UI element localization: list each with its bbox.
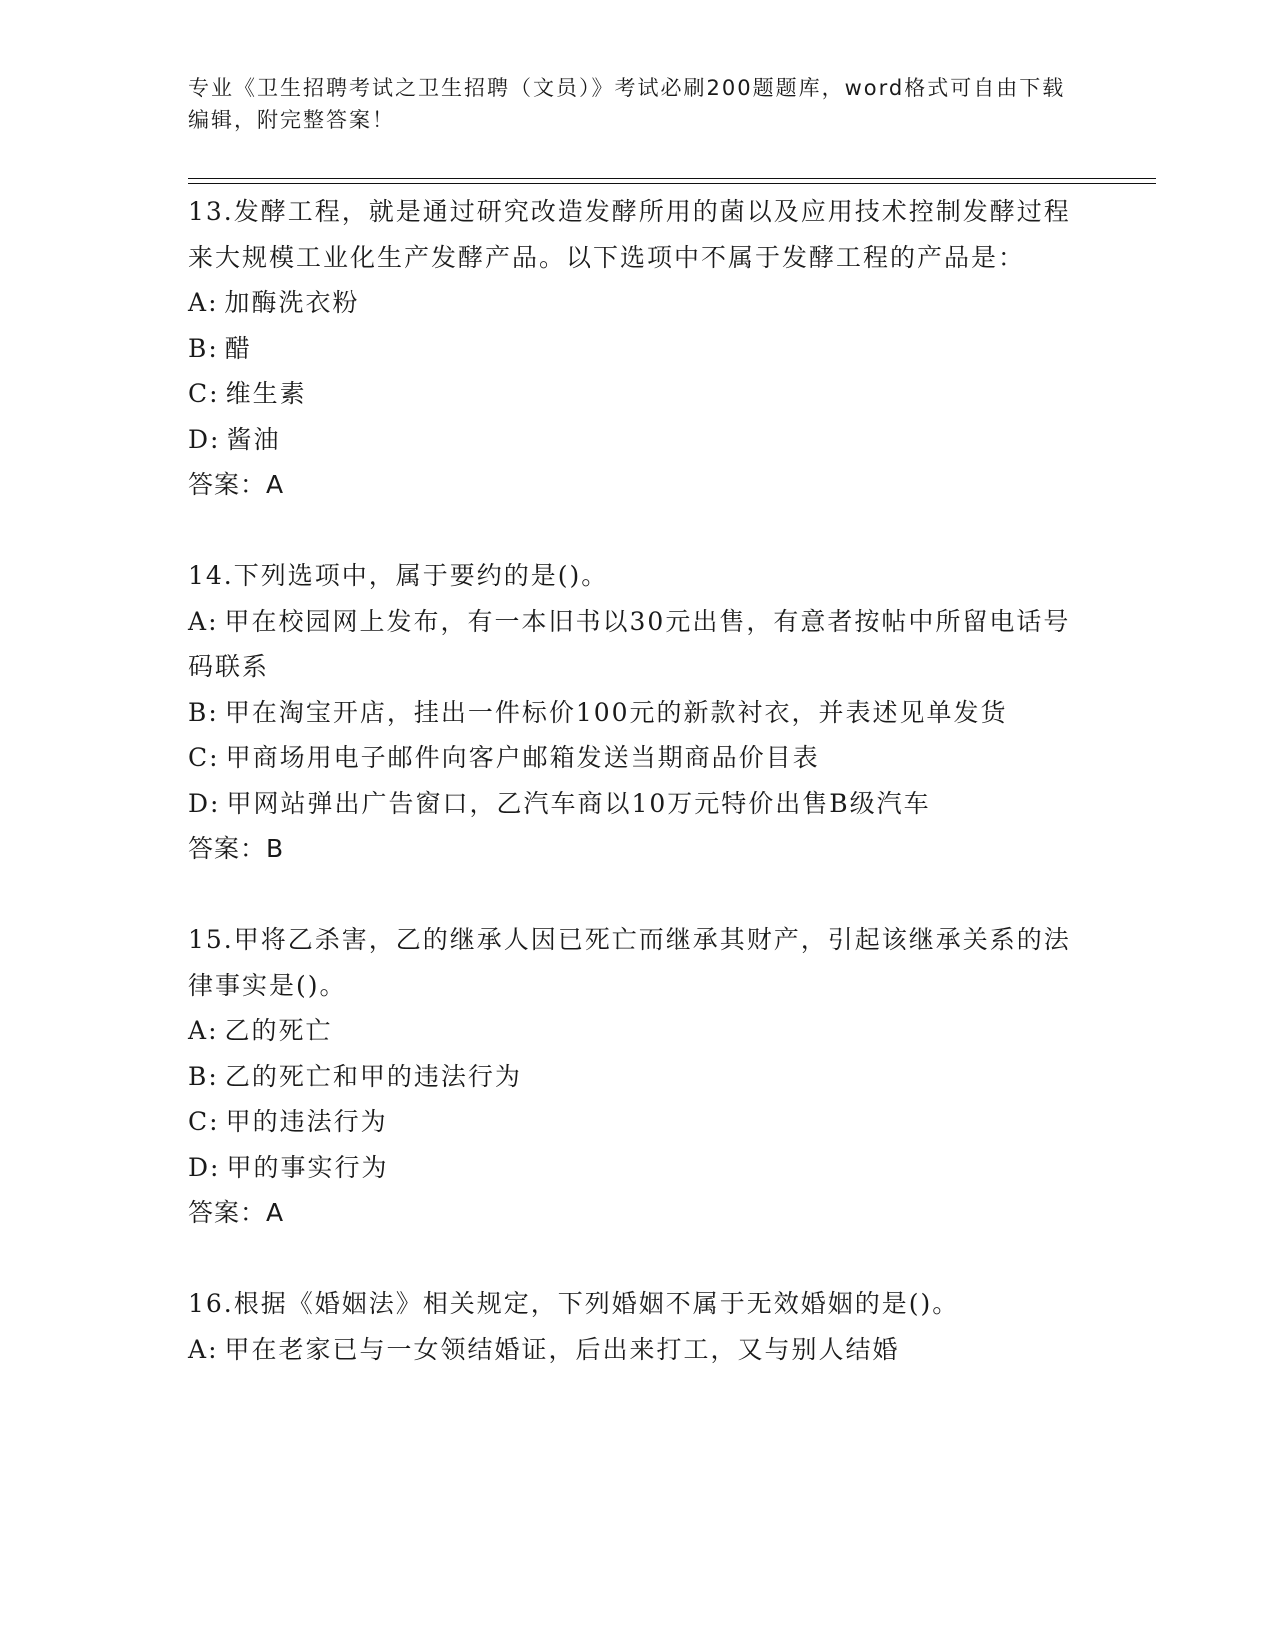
question-14 — [188, 553, 1088, 872]
option-a: A: 甲在老家已与一女领结婚证，后出来打工，又与别人结婚 — [188, 1334, 900, 1364]
option-a: A: 甲在校园网上发布，有一本旧书以30元出售，有意者按帖中所留电话号码联系 — [188, 606, 1071, 681]
option-c: C: 维生素 — [188, 379, 307, 408]
option-d: D: 酱油 — [188, 424, 281, 454]
document-header: 专业《卫生招聘考试之卫生招聘（文员）》考试必刷200题题库，word格式可自由下载编辑，附完整答案！ — [188, 76, 1066, 132]
answer-line: 答案：B — [188, 834, 285, 863]
question-15 — [188, 917, 1088, 1236]
option-c: C: 甲商场用电子邮件向客户邮箱发送当期商品价目表 — [188, 743, 820, 772]
question-13 — [188, 189, 1088, 508]
option-b: B: 醋 — [188, 333, 252, 363]
answer-line: 答案：A — [188, 470, 285, 499]
answer-value: A — [266, 1198, 285, 1227]
question-stem: 15.甲将乙杀害，乙的继承人因已死亡而继承其财产，引起该继承关系的法律事实是()。 — [188, 925, 1071, 1000]
question-stem: 16.根据《婚姻法》相关规定，下列婚姻不属于无效婚姻的是()。 — [188, 1289, 960, 1318]
question-list — [188, 189, 1088, 1418]
header-divider-bottom — [188, 183, 1156, 184]
option-a: A: 加酶洗衣粉 — [188, 288, 360, 317]
answer-value: A — [266, 470, 285, 499]
header-divider-top — [188, 178, 1156, 179]
option-b: B: 甲在淘宝开店，挂出一件标价100元的新款衬衣，并表述见单发货 — [188, 697, 1008, 727]
option-b: B: 乙的死亡和甲的违法行为 — [188, 1061, 522, 1091]
option-a: A: 乙的死亡 — [188, 1016, 333, 1045]
option-d: D: 甲网站弹出广告窗口，乙汽车商以10万元特价出售B级汽车 — [188, 788, 931, 818]
question-stem: 14.下列选项中，属于要约的是()。 — [188, 561, 609, 590]
option-c: C: 甲的违法行为 — [188, 1107, 388, 1136]
option-d: D: 甲的事实行为 — [188, 1152, 389, 1182]
answer-value: B — [266, 834, 285, 863]
question-stem: 13.发酵工程，就是通过研究改造发酵所用的菌以及应用技术控制发酵过程来大规模工业化生产发酵产品。以下选项中不属于发酵工程的产品是： — [188, 197, 1071, 272]
answer-line: 答案：A — [188, 1198, 285, 1227]
question-16 — [188, 1281, 1088, 1372]
